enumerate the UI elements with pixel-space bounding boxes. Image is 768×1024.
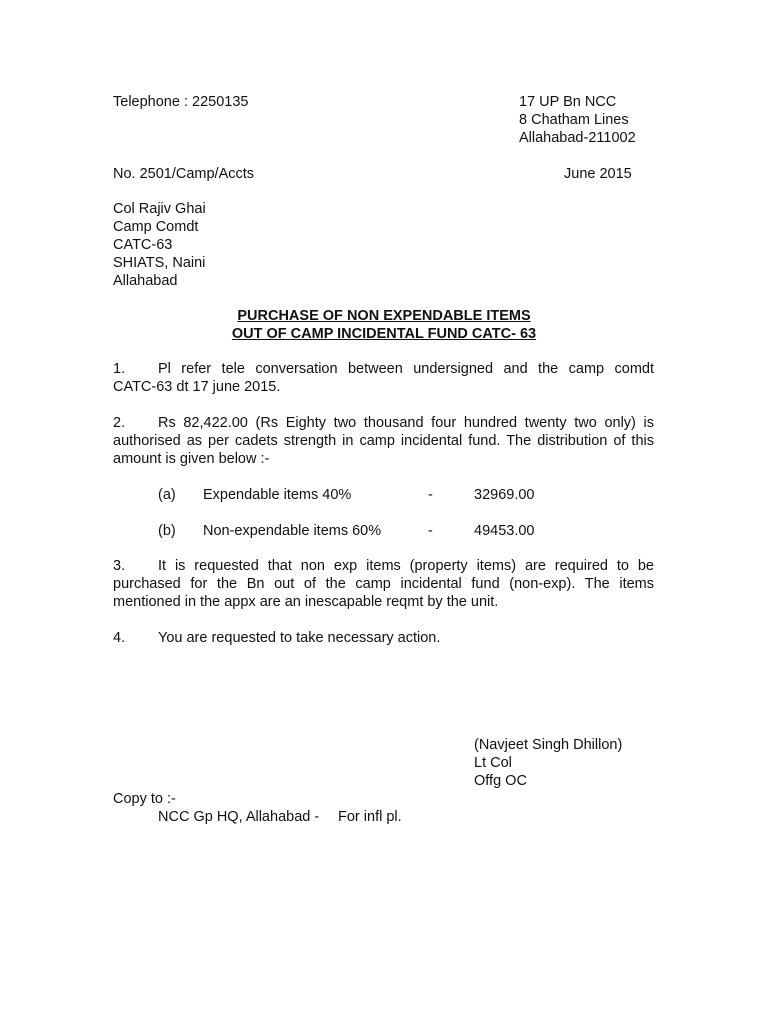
paragraph-line: amount is given below :- [113,451,270,467]
copy-to-label: Copy to :- [113,791,176,807]
paragraph-line: authorised as per cadets strength in camp incidental fund. The distribution of this [113,433,654,449]
signatory-rank: Lt Col [474,755,512,771]
subject-line-2: OUT OF CAMP INCIDENTAL FUND CATC- 63 [231,326,537,342]
unit-address-line: Allahabad-211002 [519,130,636,146]
paragraph-number: 1. [113,361,126,377]
addressee-line: Allahabad [113,273,178,289]
paragraph-line [113,414,654,432]
signatory-appointment: Offg OC [474,773,527,789]
signatory-name: (Navjeet Singh Dhillon) [474,737,623,753]
paragraph-2 [113,414,654,468]
reference-number: No. 2501/Camp/Accts [113,166,255,182]
distribution-dash: - [428,523,433,539]
distribution-dash: - [428,487,433,503]
paragraph-4 [113,629,654,647]
copy-to-recipient: NCC Gp HQ, Allahabad - [158,809,320,825]
distribution-item: Expendable items 40% [203,487,352,503]
paragraph-1 [113,360,654,396]
distribution-amount: 32969.00 [474,487,535,503]
paragraph-line [113,557,654,575]
addressee-block [113,200,206,290]
copy-to-purpose: For infl pl. [338,809,402,825]
paragraph-line: mentioned in the appx are an inescapable reqmt by the unit. [113,594,499,610]
paragraph-3 [113,557,654,611]
addressee-line: SHIATS, Naini [113,255,206,271]
distribution-label: (b) [158,523,176,539]
paragraph-text: Pl refer tele conversation between undersigned and the camp comdt [158,361,654,377]
addressee-line: CATC-63 [113,237,173,253]
addressee-line: Col Rajiv Ghai [113,201,206,217]
paragraph-text: It is requested that non exp items (property items) are required to be [158,558,654,574]
signature-block [474,736,622,790]
addressee-line: Camp Comdt [113,219,199,235]
paragraph-line [113,360,654,378]
paragraph-text: You are requested to take necessary action. [158,630,441,646]
paragraph-number: 2. [113,415,126,431]
unit-address [519,93,636,147]
telephone-line: Telephone : 2250135 [113,94,249,110]
letter-date: June 2015 [564,166,632,182]
subject-line-1: PURCHASE OF NON EXPENDABLE ITEMS [237,308,531,324]
unit-address-line: 8 Chatham Lines [519,112,629,128]
paragraph-line [113,629,654,647]
paragraph-text: Rs 82,422.00 (Rs Eighty two thousand four hundred twenty two only) is [158,415,654,431]
distribution-item: Non-expendable items 60% [203,523,382,539]
paragraph-number: 3. [113,558,126,574]
distribution-label: (a) [158,487,176,503]
distribution-amount: 49453.00 [474,523,535,539]
unit-address-line: 17 UP Bn NCC [519,94,617,110]
paragraph-line: CATC-63 dt 17 june 2015. [113,379,281,395]
paragraph-line: purchased for the Bn out of the camp incidental fund (non-exp). The items [113,576,654,592]
paragraph-number: 4. [113,630,126,646]
